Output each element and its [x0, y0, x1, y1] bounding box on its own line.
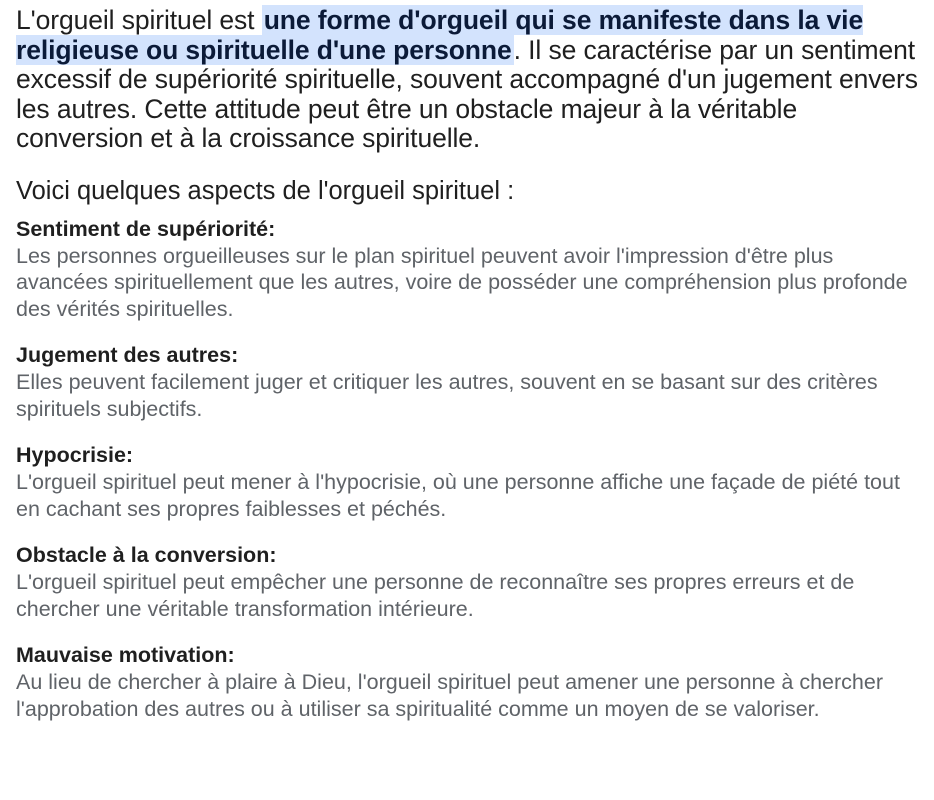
aspect-item	[16, 342, 921, 422]
aspect-text: Au lieu de chercher à plaire à Dieu, l'orgueil spirituel peut amener une personne à chercher l'approbation des autres ou à utiliser sa spiritualité comme un moyen de se valoriser.	[16, 670, 884, 721]
aspect-text: L'orgueil spirituel peut empêcher une personne de reconnaître ses propres erreurs et de chercher une véritable transformation intérieure.	[16, 570, 855, 621]
aspect-text: Les personnes orgueilleuses sur le plan spirituel peuvent avoir l'impression d'être plus avancées spirituellement que les autres, voire de posséder une compréhension plus profonde des vérités spirituelles.	[16, 243, 908, 321]
aspect-title: Hypocrisie:	[16, 443, 134, 467]
aspect-text: Elles peuvent facilement juger et critiquer les autres, souvent en se basant sur des critères spirituels subjectifs.	[16, 370, 878, 421]
aspect-item	[16, 642, 921, 722]
intro-highlighted-text[interactable]: une forme d'orgueil qui se manifeste dans la vie religieuse ou spirituelle d'une personne	[16, 5, 864, 65]
response-content	[16, 6, 921, 722]
aspect-title: Sentiment de supériorité:	[16, 216, 276, 241]
aspect-item	[16, 442, 921, 522]
aspect-title: Mauvaise motivation:	[16, 643, 235, 667]
aspect-title: Jugement des autres:	[16, 343, 239, 367]
aspect-title: Obstacle à la conversion:	[16, 543, 277, 567]
intro-paragraph	[16, 6, 921, 154]
intro-text-before: L'orgueil spirituel est	[16, 5, 262, 35]
intro-text-after: . Il se caractérise par un sentiment excessif de supériorité spirituelle, souvent accompagné d'un jugement envers les autres. Cette attitude peut être un obstacle majeur à la véritable conversion et à la croissance spirituelle.	[16, 34, 918, 153]
aspect-item	[16, 216, 921, 323]
section-title: Voici quelques aspects de l'orgueil spirituel :	[16, 176, 515, 205]
aspect-item	[16, 542, 921, 622]
aspect-text: L'orgueil spirituel peut mener à l'hypocrisie, où une personne affiche une façade de piété tout en cachant ses propres faiblesses et péchés.	[16, 470, 900, 521]
